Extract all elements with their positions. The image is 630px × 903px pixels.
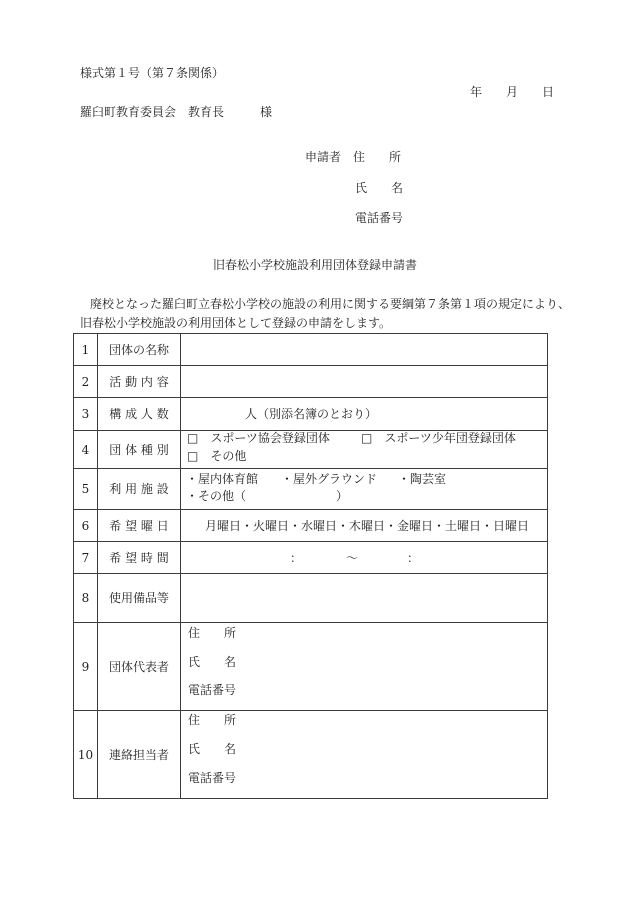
- table-row: [74, 573, 547, 622]
- weekday-list: 月曜日・火曜日・水曜日・木曜日・金曜日・土曜日・日曜日: [205, 518, 530, 533]
- field-label: 住 所: [188, 713, 237, 727]
- row-number: 7: [74, 542, 98, 573]
- table-row: [74, 365, 547, 397]
- facility-other-close: ）: [336, 489, 349, 503]
- checkbox-option: □ スポーツ協会登録団体: [187, 431, 330, 445]
- row-number: 6: [74, 510, 98, 541]
- checkbox-option: □ その他: [187, 449, 247, 463]
- row-label: 構 成 人 数: [98, 398, 181, 430]
- field-label: 氏 名: [188, 742, 237, 756]
- activity-cell: [181, 366, 547, 397]
- row-label: 団体代表者: [98, 623, 181, 710]
- time-separator: ：: [407, 550, 420, 565]
- row-label: 使用備品等: [98, 574, 181, 622]
- row-label: 活 動 内 容: [98, 366, 181, 397]
- table-row: [74, 509, 547, 541]
- field-label: 住 所: [188, 626, 237, 640]
- member-count-cell: [181, 398, 547, 430]
- row-label: 希 望 時 間: [98, 542, 181, 573]
- table-row: [74, 710, 547, 798]
- facility-option: ・屋外グラウンド: [281, 472, 378, 486]
- row-number: 3: [74, 398, 98, 430]
- row-label: 利 用 施 設: [98, 469, 181, 509]
- row-number: 2: [74, 366, 98, 397]
- field-label: 氏 名: [188, 655, 237, 669]
- applicant-name-label: 氏 名: [355, 181, 404, 195]
- date-line: 年 月 日: [470, 85, 555, 99]
- preferred-days-cell: [181, 510, 547, 541]
- table-row: [74, 468, 547, 509]
- representative-cell: [181, 623, 547, 710]
- row-label: 希 望 曜 日: [98, 510, 181, 541]
- table-row: [74, 541, 547, 573]
- equipment-cell: [181, 574, 547, 622]
- field-label: 電話番号: [188, 683, 237, 697]
- table-row: [74, 430, 547, 468]
- form-number: 様式第１号（第７条関係）: [80, 66, 225, 80]
- member-count-note: 人（別添名簿のとおり）: [245, 407, 378, 421]
- checkbox-option: □ スポーツ少年団登録団体: [361, 431, 516, 445]
- time-separator: ～: [346, 550, 359, 565]
- table-row: [74, 622, 547, 710]
- row-number: 9: [74, 623, 98, 710]
- row-number: 4: [74, 431, 98, 468]
- group-type-cell: [181, 431, 547, 468]
- time-separator: ：: [290, 550, 303, 565]
- row-number: 10: [74, 711, 98, 798]
- row-label: 団 体 種 別: [98, 431, 181, 468]
- facility-option: ・陶芸室: [398, 472, 447, 486]
- applicant-address-label: 住 所: [353, 150, 402, 164]
- row-label: 連絡担当者: [98, 711, 181, 798]
- table-row: [74, 397, 547, 430]
- group-name-cell: [181, 334, 547, 365]
- row-label: 団体の名称: [98, 334, 181, 365]
- table-row: [74, 334, 547, 365]
- addressee: 羅臼町教育委員会 教育長 様: [80, 105, 273, 119]
- facility-other-open: ・その他（: [186, 489, 247, 503]
- body-text-line: 旧春松小学校施設の利用団体として登録の申請をします。: [80, 316, 392, 330]
- application-table: [73, 333, 548, 799]
- preferred-time-cell: [181, 542, 547, 573]
- applicant-label: 申請者: [305, 150, 342, 164]
- contact-person-cell: [181, 711, 547, 798]
- applicant-phone-label: 電話番号: [355, 211, 404, 225]
- facility-cell: [181, 469, 547, 509]
- facility-option: ・屋内体育館: [186, 472, 259, 486]
- row-number: 1: [74, 334, 98, 365]
- row-number: 8: [74, 574, 98, 622]
- body-text-line: 廃校となった羅臼町立春松小学校の施設の利用に関する要綱第７条第１項の規定により、: [90, 297, 571, 311]
- field-label: 電話番号: [188, 771, 237, 785]
- form-title: 旧春松小学校施設利用団体登録申請書: [212, 258, 417, 272]
- row-number: 5: [74, 469, 98, 509]
